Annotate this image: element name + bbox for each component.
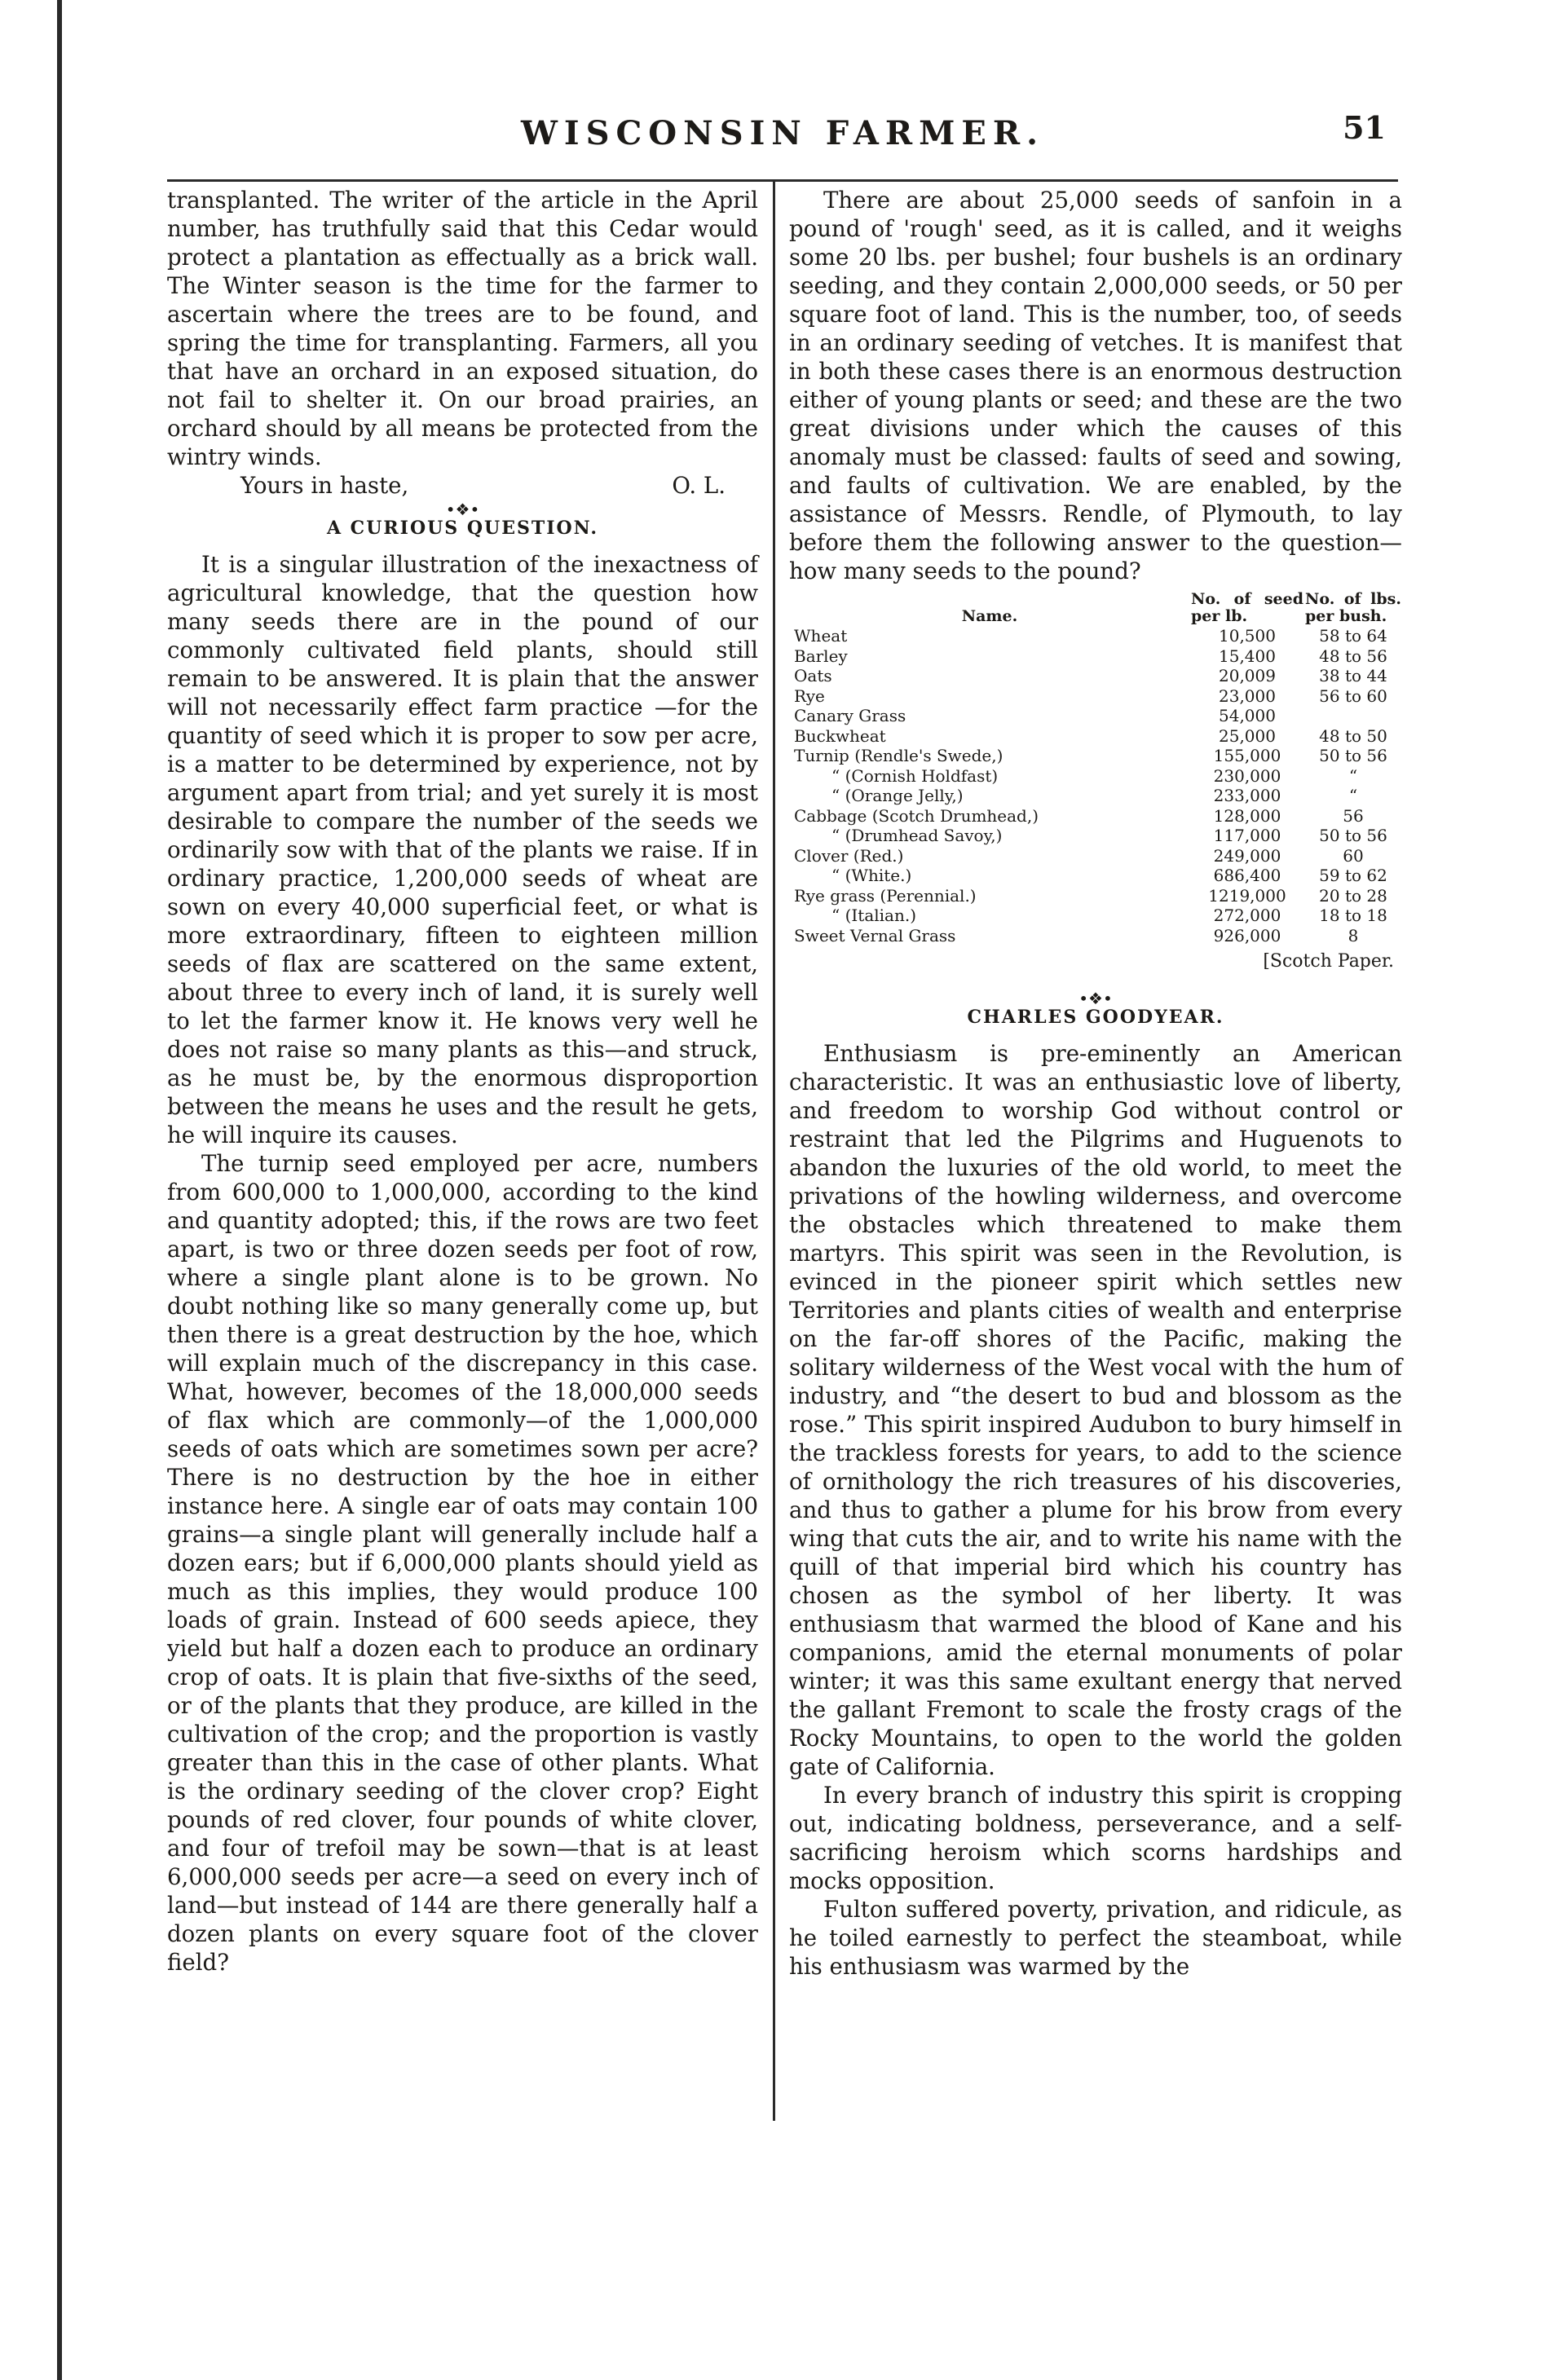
table-row (789, 766, 1402, 787)
column-header-lbs: No. of lbs. per bush. (1305, 590, 1401, 625)
closing: Yours in haste, (240, 472, 409, 499)
seed-name-cell: Rye (794, 685, 825, 706)
page-edge (57, 0, 62, 2380)
table-body (789, 626, 1402, 945)
seed-name-cell: “ (White.) (831, 866, 912, 885)
lbs-per-bushel-cell: 50 to 56 (1319, 826, 1387, 845)
seed-name-cell: Buckwheat (794, 725, 886, 746)
ornament-divider: •❖• (445, 500, 480, 519)
lbs-per-bushel-cell: “ (1348, 765, 1358, 786)
lbs-per-bushel-cell: 8 (1347, 925, 1359, 945)
source-credit: [Scotch Paper. (1263, 951, 1394, 972)
seeds-per-lb-cell: 249,000 (1213, 845, 1281, 866)
article-paragraph: In every branch of industry this spirit is cropping out, indicating boldness, perseverance, and a self-sacrificing heroism which scorns hardships and mocks opposition. (789, 1782, 1402, 1894)
seeds-per-lb-cell: 20,009 (1219, 666, 1276, 685)
seeds-per-lb-cell: 155,000 (1213, 746, 1281, 765)
seeds-per-lb-cell: 54,000 (1219, 706, 1276, 725)
lbs-per-bushel-cell: “ (1348, 786, 1358, 805)
table-row (789, 886, 1402, 906)
article-paragraph: It is a singular illustration of the inexactness of agricultural knowledge, that the question how many seeds there are in the pound of our commonly cultivated field plants, should still remain to be answered. It is plain that the answer will not necessarily effect farm practice —for the quantity of seed which it is proper to sow per acre, is a matter to be determined by experience, not by argument apart from trial; and yet surely it is most desirable to compare the number of the seeds we ordinarily sow with that of the plants we raise. If in ordinary practice, 1,200,000 seeds of wheat are sown on every 40,000 superficial feet, or what is more extraordinary, fifteen to eighteen million seeds of flax are scattered on the same extent, about three to every inch of land, it is surely well to let the farmer know it. He knows very well he does not raise so many plants as this—and struck, as he must be, by the enormous disproportion between the means he uses and the result he gets, he will inquire its causes. (167, 551, 758, 1148)
table-row (789, 786, 1402, 806)
continued-paragraph: There are about 25,000 seeds of sanfoin in a pound of 'rough' seed, as it is called, and it weighs some 20 lbs. per bushel; four bushels is an ordinary seeding, and they contain 2,000,000 seeds, or 50 per square foot of land. This is the number, too, of seeds in an ordinary seeding of vetches. It is manifest that in both these cases there is an enormous destruction either of young plants or seed; and these are the two great divisions under which the causes of this anomaly must be classed: faults of seed and sowing, and faults of cultivation. We are enabled, by the assistance of Messrs. Rendle, of Plymouth, to lay before them the following answer to the question—how many seeds to the pound? (789, 187, 1402, 584)
page-header (163, 109, 1402, 171)
seed-name-cell: Wheat (794, 626, 848, 646)
seed-name-cell: “ (Orange Jelly,) (831, 786, 964, 805)
seed-name-cell: Canary Grass (794, 706, 906, 725)
seed-name-cell: Sweet Vernal Grass (794, 925, 956, 945)
lbs-per-bushel-cell: 60 (1343, 845, 1364, 866)
header-rule (167, 179, 1398, 182)
lbs-per-bushel-cell: 38 to 44 (1319, 666, 1387, 685)
table-row (789, 666, 1402, 686)
seed-table (789, 590, 1402, 945)
seeds-per-lb-cell: 10,500 (1219, 626, 1276, 646)
seeds-per-lb-cell: 23,000 (1219, 685, 1276, 706)
lbs-per-bushel-cell: 18 to 18 (1319, 906, 1387, 925)
column-header-seeds: No. of seed per lb. (1191, 590, 1303, 625)
seeds-per-lb-cell: 272,000 (1213, 906, 1281, 925)
seeds-per-lb-cell: 926,000 (1213, 925, 1281, 945)
ornament-divider: •❖• (1078, 989, 1113, 1008)
seed-name-cell: Turnip (Rendle's Swede,) (794, 746, 1003, 765)
letter-sign-off (167, 471, 758, 500)
seeds-per-lb-cell: 1219,000 (1208, 885, 1286, 906)
article-paragraph: Fulton suffered poverty, privation, and ridicule, as he toiled earnestly to perfect the steamboat, while his enthusiasm was warmed by the (789, 1896, 1402, 1980)
seed-name-cell: Barley (794, 646, 848, 666)
seed-name-cell: Cabbage (Scotch Drumhead,) (794, 805, 1039, 826)
seeds-per-lb-cell: 117,000 (1213, 826, 1281, 845)
section-title-charles-goodyear: CHARLES GOODYEAR. (967, 1007, 1224, 1028)
lbs-per-bushel-cell: 56 (1343, 805, 1364, 826)
table-header-row (789, 590, 1402, 626)
lbs-per-bushel-cell: 50 to 56 (1319, 746, 1387, 765)
masthead: WISCONSIN FARMER. (520, 114, 1045, 152)
table-row (789, 746, 1402, 766)
column-divider (773, 181, 775, 2121)
lbs-per-bushel-cell: 59 to 62 (1319, 866, 1387, 885)
seeds-per-lb-cell: 686,400 (1213, 866, 1281, 885)
table-row (789, 826, 1402, 846)
seed-name-cell: “ (Italian.) (831, 906, 917, 925)
article-paragraph: Enthusiasm is pre-eminently an American characteristic. It was an enthusiastic love of liberty, and freedom to worship God without control or restraint that led the Pilgrims and Huguenots to abandon the luxuries of the old world, to meet the privations of the howling wilderness, and overcome the obstacles which threatened to make them martyrs. This spirit was seen in the Revolution, is evinced in the pioneer spirit which settles new Territories and plants cities of wealth and enterprise on the far-off shores of the Pacific, making the solitary wilderness of the West vocal with the hum of industry, and “the desert to bud and blossom as the rose.” This spirit inspired Audubon to bury himself in the trackless forests for years, to add to the science of ornithology the rich treasures of his discoveries, and thus to gather a plume for his brow from every wing that cuts the air, and to write his name with the quill of that imperial bird which his country has chosen as the symbol of her liberty. It was enthusiasm that warmed the blood of Kane and his companions, amid the eternal monuments of polar winter; it was this same exultant energy that nerved the gallant Fremont to scale the frosty crags of the Rocky Mountains, to open to the world the golden gate of California. (789, 1040, 1402, 1780)
intro-paragraph: transplanted. The writer of the article in the April number, has truthfully said that this Cedar would protect a plantation as effectually as a brick wall. The Winter season is the time for the farmer to ascertain where the trees are to be found, and spring the time for transplanting. Farmers, all you that have an orchard in an exposed situation, do not fail to shelter it. On our broad prairies, an orchard should by all means be protected from the wintry winds. (167, 187, 758, 470)
seeds-per-lb-cell: 25,000 (1219, 725, 1276, 746)
seed-name-cell: Rye grass (Perennial.) (794, 885, 977, 906)
table-row (789, 726, 1402, 747)
seed-name-cell: Clover (Red.) (794, 845, 904, 866)
table-row (789, 846, 1402, 866)
lbs-per-bushel-cell: 48 to 50 (1319, 725, 1387, 746)
seed-name-cell: “ (Cornish Holdfast) (831, 765, 999, 786)
lbs-per-bushel-cell: 58 to 64 (1319, 626, 1387, 646)
table-row (789, 626, 1402, 646)
table-row (789, 646, 1402, 667)
table-row (789, 906, 1402, 926)
seed-name-cell: Oats (794, 666, 832, 685)
table-row (789, 806, 1402, 826)
lbs-per-bushel-cell: 20 to 28 (1319, 885, 1387, 906)
article-paragraph: The turnip seed employed per acre, numbers from 600,000 to 1,000,000, according to the kind and quantity adopted; this, if the rows are two feet apart, is two or three dozen seeds per foot of row, where a single plant alone is to be grown. No doubt nothing like so many generally come up, but then there is a great destruction by the hoe, which will explain much of the discrepancy in this case. What, however, becomes of the 18,000,000 seeds of flax which are commonly—of the 1,000,000 seeds of oats which are sometimes sown per acre? There is no destruction by the hoe in either instance here. A single ear of oats may contain 100 grains—a single plant will generally include half a dozen ears; but if 6,000,000 plants should yield as much as this implies, they would produce 100 loads of grain. Instead of 600 seeds apiece, they yield but half a dozen each to produce an ordinary crop of oats. It is plain that five-sixths of the seed, or of the plants that they produce, are killed in the cultivation of the crop; and the proportion is vastly greater than this in the case of other plants. What is the ordinary seeding of the clover crop? Eight pounds of red clover, four pounds of white clover, and four of trefoil may be sown—that is at least 6,000,000 seeds per acre—a seed on every inch of land—but instead of 144 are there generally half a dozen plants on every square foot of the clover field? (167, 1150, 758, 1976)
lbs-per-bushel-cell (1304, 706, 1402, 726)
seeds-per-lb-cell: 230,000 (1213, 765, 1281, 786)
column-header-name: Name. (961, 607, 1018, 625)
lbs-per-bushel-cell: 56 to 60 (1319, 685, 1387, 706)
table-row (789, 706, 1402, 726)
section-title-curious-question: A CURIOUS QUESTION. (326, 518, 599, 539)
seeds-per-lb-cell: 233,000 (1213, 786, 1281, 805)
table-row (789, 926, 1402, 946)
right-column (789, 186, 1402, 1981)
signature: O. L. (672, 472, 726, 499)
left-column (167, 186, 758, 1977)
seeds-per-lb-cell: 15,400 (1219, 646, 1276, 666)
table-row (789, 866, 1402, 886)
page-number: 51 (1343, 109, 1386, 146)
table-row (789, 686, 1402, 707)
seed-name-cell: “ (Drumhead Savoy,) (831, 826, 1003, 845)
seeds-per-lb-cell: 128,000 (1213, 805, 1281, 826)
lbs-per-bushel-cell: 48 to 56 (1319, 646, 1387, 666)
